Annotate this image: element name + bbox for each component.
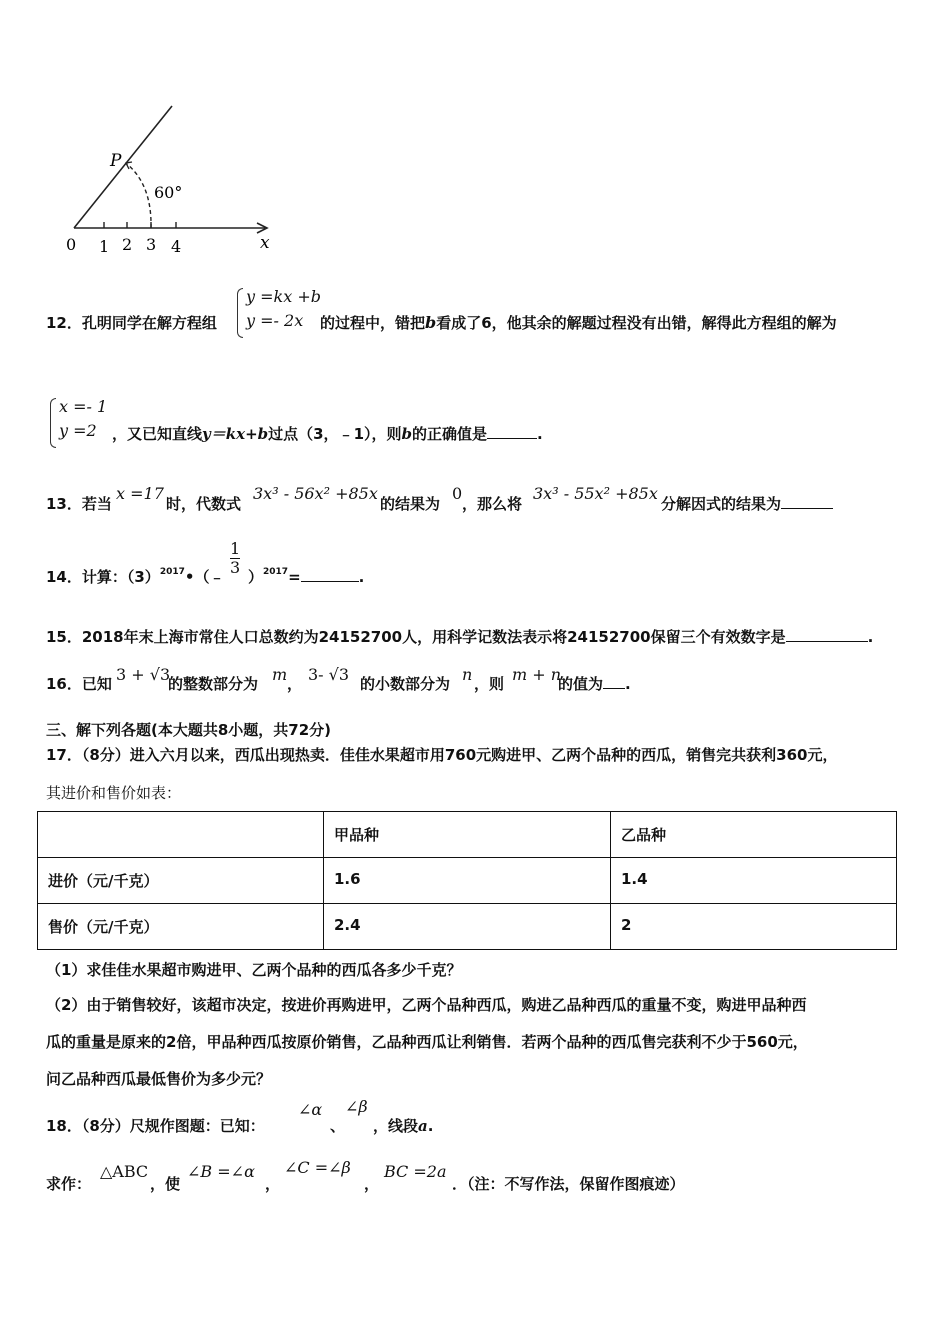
svg-text:0: 0 (66, 235, 77, 254)
q12-line2: ，又已知直线y＝kx+b过点（3，﹣1），则b的正确值是 . (112, 425, 543, 443)
q14-answer-blank[interactable] (301, 567, 359, 582)
table-row: 甲品种 乙品种 (38, 812, 897, 858)
q17-part1: （1）求佳佳水果超市购进甲、乙两个品种的西瓜各多少千克？ (46, 961, 462, 979)
q17-line1: 17．（8分）进入六月以来，西瓜出现热卖．佳佳水果超市用760元购进甲、乙两个品种的西瓜，销售完共获利360元， (46, 746, 838, 764)
q16-answer-blank[interactable] (603, 674, 625, 689)
angle-arc (127, 164, 151, 228)
q14-fraction: $\frac{1}{3}$ (230, 539, 241, 577)
svg-text:1: 1 (99, 237, 110, 256)
q17-part2-line1: （2）由于销售较好，该超市决定，按进价再购进甲，乙两个品种西瓜，购进乙品种西瓜的重量不变，购进甲品种西 (46, 996, 807, 1014)
q12-answer-blank[interactable] (487, 424, 537, 439)
x-axis-label: x (260, 233, 270, 253)
table-row: 售价（元/千克） 2.4 2 (38, 904, 897, 950)
angle-label: 60° (154, 183, 183, 202)
q17-line2: 其进价和售价如表： (46, 784, 182, 802)
q12-solution: x =- 1 y =2 (59, 397, 108, 440)
svg-text:4: 4 (171, 237, 182, 256)
q15-answer-blank[interactable] (786, 627, 868, 642)
svg-text:3: 3 (146, 235, 157, 254)
q17-part2-line3: 问乙品种西瓜最低售价为多少元？ (46, 1070, 272, 1088)
q16: 16．已知 (46, 675, 112, 693)
q13-answer-blank[interactable] (781, 494, 833, 509)
angle-diagram (60, 100, 290, 260)
q12-system: y =kx +b y =- 2x (246, 287, 321, 330)
q12-line1-rest: 的过程中，错把b看成了6，他其余的解题过程没有出错，解得此方程组的解为 (320, 313, 837, 332)
q15: 15．2018年末上海市常住人口总数约为24152700人，用科学记数法表示将24152700保留三个有效数字是 . (46, 628, 874, 646)
section3-title: 三、解下列各题(本大题共8小题，共72分) (46, 721, 332, 739)
ray-op (74, 106, 172, 228)
table-row: 进价（元/千克） 1.6 1.4 (38, 858, 897, 904)
q18-line1: 18．（8分）尺规作图题：已知： (46, 1117, 265, 1135)
q17-part2-line2: 瓜的重量是原来的2倍，甲品种西瓜按原价销售，乙品种西瓜让利销售．若两个品种的西瓜售完获利不少于560元， (46, 1033, 808, 1051)
q14: 14．计算：$(3)^{2017}•(﹣$ (46, 567, 225, 586)
q12-line1: 12．孔明同学在解方程组 (46, 314, 217, 332)
q13: 13．若当 (46, 495, 112, 513)
svg-text:2: 2 (122, 235, 133, 254)
q18-line2: 求作： (46, 1175, 92, 1193)
point-p-label: P (110, 151, 122, 171)
price-table (37, 811, 897, 950)
